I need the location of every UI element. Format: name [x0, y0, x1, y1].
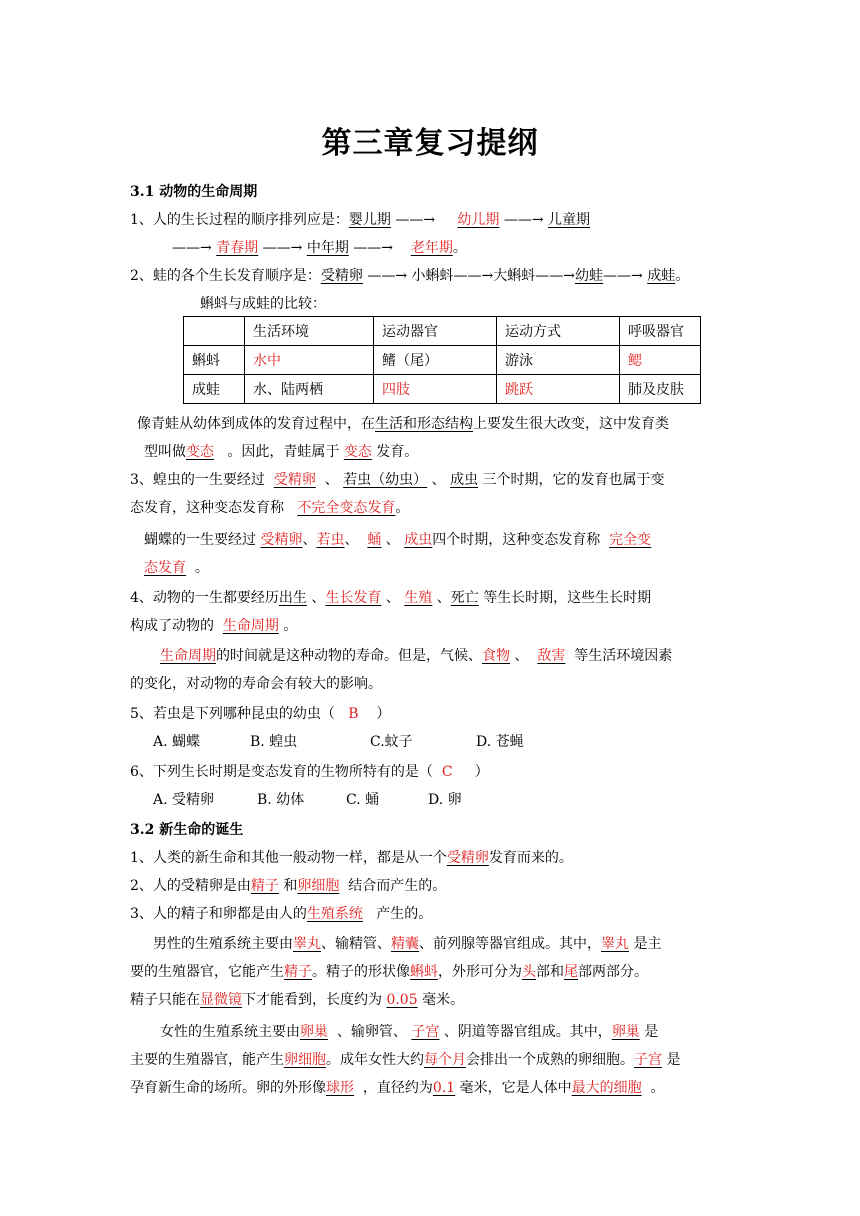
q5-option: A. 蝴蝶: [153, 734, 201, 750]
answer: 生命周期: [222, 618, 279, 634]
s2-q3-line: 3、人的精子和卵都是由人的生殖系统 产生的。: [130, 906, 433, 922]
table-header-cell: 运动器官: [374, 317, 497, 346]
table-cell: 成蛙: [184, 375, 245, 404]
female-line-2: 主要的生殖器官，能产生卵细胞。成年女性大约每个月会排出一个成熟的卵细胞。子宫 是: [130, 1052, 681, 1068]
table-header-cell: 生活环境: [245, 317, 374, 346]
answer: 幼儿期: [457, 212, 500, 228]
answer: C: [441, 764, 453, 780]
q5-option: C.蚊子: [370, 734, 413, 750]
female-line-3: 孕育新生命的场所。卵的外形像球形 ，直径约为0.1 毫米，它是人体中最大的细胞 。: [130, 1080, 665, 1096]
table-cell: 水、陆两栖: [245, 375, 374, 404]
q2-line: 2、蛙的各个生长发育顺序是：受精卵 ——→ 小蝌蚪——→大蝌蚪——→幼蛙——→ 成蛙。: [130, 268, 690, 284]
answer: 完全变: [609, 532, 652, 548]
answer: 不完全变态发育: [297, 500, 396, 516]
answer: 生殖: [404, 590, 433, 606]
answer: 变态: [343, 444, 372, 460]
q6-option: C. 蛹: [346, 792, 380, 808]
q6-stem: 6、下列生长时期是变态发育的生物所特有的是（ C ）: [130, 764, 489, 780]
male-line-1: 男性的生殖系统主要由睾丸、输精管、精囊、前列腺等器官组成。其中，睾丸 是主: [153, 936, 662, 952]
answer: 生殖系统: [306, 906, 363, 922]
answer: 青春期: [216, 240, 259, 256]
answer: 变态: [186, 444, 214, 460]
answer: 蛹: [367, 532, 382, 548]
s2-q2-line: 2、人的受精卵是由精子 和卵细胞 结合而产生的。: [130, 878, 447, 894]
table-cell: 鳃: [620, 346, 701, 375]
answer: 敌害: [537, 648, 566, 664]
p1-line-2: 型叫做变态 。因此，青蛙属于 变态 发育。: [144, 444, 419, 460]
q1-line-2: ——→ 青春期 ——→ 中年期 ——→ 老年期。: [172, 240, 467, 256]
q4-line-1: 4、动物的一生都要经历出生 、生长发育 、 生殖 、死亡 等生长时期，这些生长时期: [130, 590, 652, 606]
answer: B: [348, 706, 359, 722]
answer: 精子: [284, 964, 312, 980]
section-heading-3-1: 3.1 动物的生命周期: [130, 184, 258, 200]
section-heading-3-2: 3.2 新生命的诞生: [130, 822, 244, 838]
answer: 精囊: [391, 936, 419, 952]
q4-line-2: 构成了动物的 生命周期 。: [130, 618, 298, 634]
answer: 成虫: [404, 532, 433, 548]
table-header-cell: 运动方式: [497, 317, 620, 346]
table-cell: 游泳: [497, 346, 620, 375]
q3b-line-1: 蝴蝶的一生要经过 受精卵、若虫、 蛹 、 成虫四个时期，这种变态发育称 完全变: [144, 532, 652, 548]
q3-line-1: 3、蝗虫的一生要经过 受精卵 、 若虫（幼虫） 、 成虫 三个时期，它的发育也属于变: [130, 472, 665, 488]
document-title: 第三章复习提纲: [321, 126, 539, 161]
comparison-table: [183, 316, 701, 404]
table-header-cell: [184, 317, 245, 346]
p2-line-1: 生命周期的时间就是这种动物的寿命。但是，气候、食物 、 敌害 等生活环境因素: [160, 648, 673, 664]
answer: 态发育: [144, 560, 186, 576]
answer: 受精卵: [273, 472, 316, 488]
answer: 0.1: [432, 1080, 456, 1096]
answer: 睾丸: [601, 936, 629, 952]
answer: 球形: [326, 1080, 354, 1096]
answer: 受精卵: [446, 850, 489, 866]
answer: 最大的细胞: [571, 1080, 642, 1096]
table-caption: 蝌蚪与成蛙的比较：: [200, 296, 326, 312]
answer: 受精卵: [260, 532, 303, 548]
answer: 显微镜: [200, 992, 242, 1008]
table-header-row: [184, 317, 701, 346]
answer: 生长发育: [325, 590, 382, 606]
table-cell: 四肢: [374, 375, 497, 404]
answer: 生命周期: [160, 648, 216, 664]
q6-option: A. 受精卵: [153, 792, 215, 808]
q5-option: D. 苍蝇: [476, 734, 524, 750]
answer: 每个月: [424, 1052, 466, 1068]
p1-line-1: 像青蛙从幼体到成体的发育过程中，在生活和形态结构上要发生很大改变，这中发育类: [137, 416, 669, 432]
answer: 老年期: [410, 240, 453, 256]
table-cell: 跳跃: [497, 375, 620, 404]
table-header-cell: 呼吸器官: [620, 317, 701, 346]
answer: 子宫: [411, 1024, 440, 1040]
q6-option: B. 幼体: [257, 792, 305, 808]
answer: 卵巢: [611, 1024, 640, 1040]
q5-stem: 5、若虫是下列哪种昆虫的幼虫（ B ）: [130, 706, 391, 722]
q1-line-1: 1、人的生长过程的顺序排列应是：婴儿期 ——→ 幼儿期 ——→ 儿童期: [130, 212, 591, 228]
answer: 蝌蚪: [410, 964, 438, 980]
table-cell: 肺及皮肤: [620, 375, 701, 404]
answer: 尾: [564, 964, 578, 980]
answer: 睾丸: [293, 936, 321, 952]
answer: 卵巢: [300, 1024, 328, 1040]
answer: 精子: [250, 878, 279, 894]
male-line-2: 要的生殖器官，它能产生精子。精子的形状像蝌蚪，外形可分为头部和尾部两部分。: [130, 964, 648, 980]
table-cell: 水中: [245, 346, 374, 375]
q3-line-2: 态发育，这种变态发育称 不完全变态发育。: [130, 500, 410, 516]
answer: 卵细胞: [284, 1052, 326, 1068]
q5-option: B. 蝗虫: [250, 734, 298, 750]
answer: 食物: [482, 648, 510, 664]
p2-line-2: 的变化，对动物的寿命会有较大的影响。: [130, 676, 382, 692]
table-cell: 蝌蚪: [184, 346, 245, 375]
answer: 若虫: [316, 532, 345, 548]
answer: 卵细胞: [297, 878, 340, 894]
table-cell: 鳍（尾）: [374, 346, 497, 375]
answer: 头: [522, 964, 536, 980]
female-line-1: 女性的生殖系统主要由卵巢 、输卵管、 子宫 、阴道等器官组成。其中，卵巢 是: [160, 1024, 659, 1040]
table-row: [184, 375, 701, 404]
q3b-line-2: 态发育 。: [144, 560, 209, 576]
answer: 0.05: [386, 992, 418, 1008]
answer: 子宫: [634, 1052, 662, 1068]
table-row: [184, 346, 701, 375]
s2-q1-line: 1、人类的新生命和其他一般动物一样，都是从一个受精卵发育而来的。: [130, 850, 573, 866]
q6-option: D. 卵: [428, 792, 462, 808]
male-line-3: 精子只能在显微镜下才能看到，长度约为 0.05 毫米。: [130, 992, 465, 1008]
